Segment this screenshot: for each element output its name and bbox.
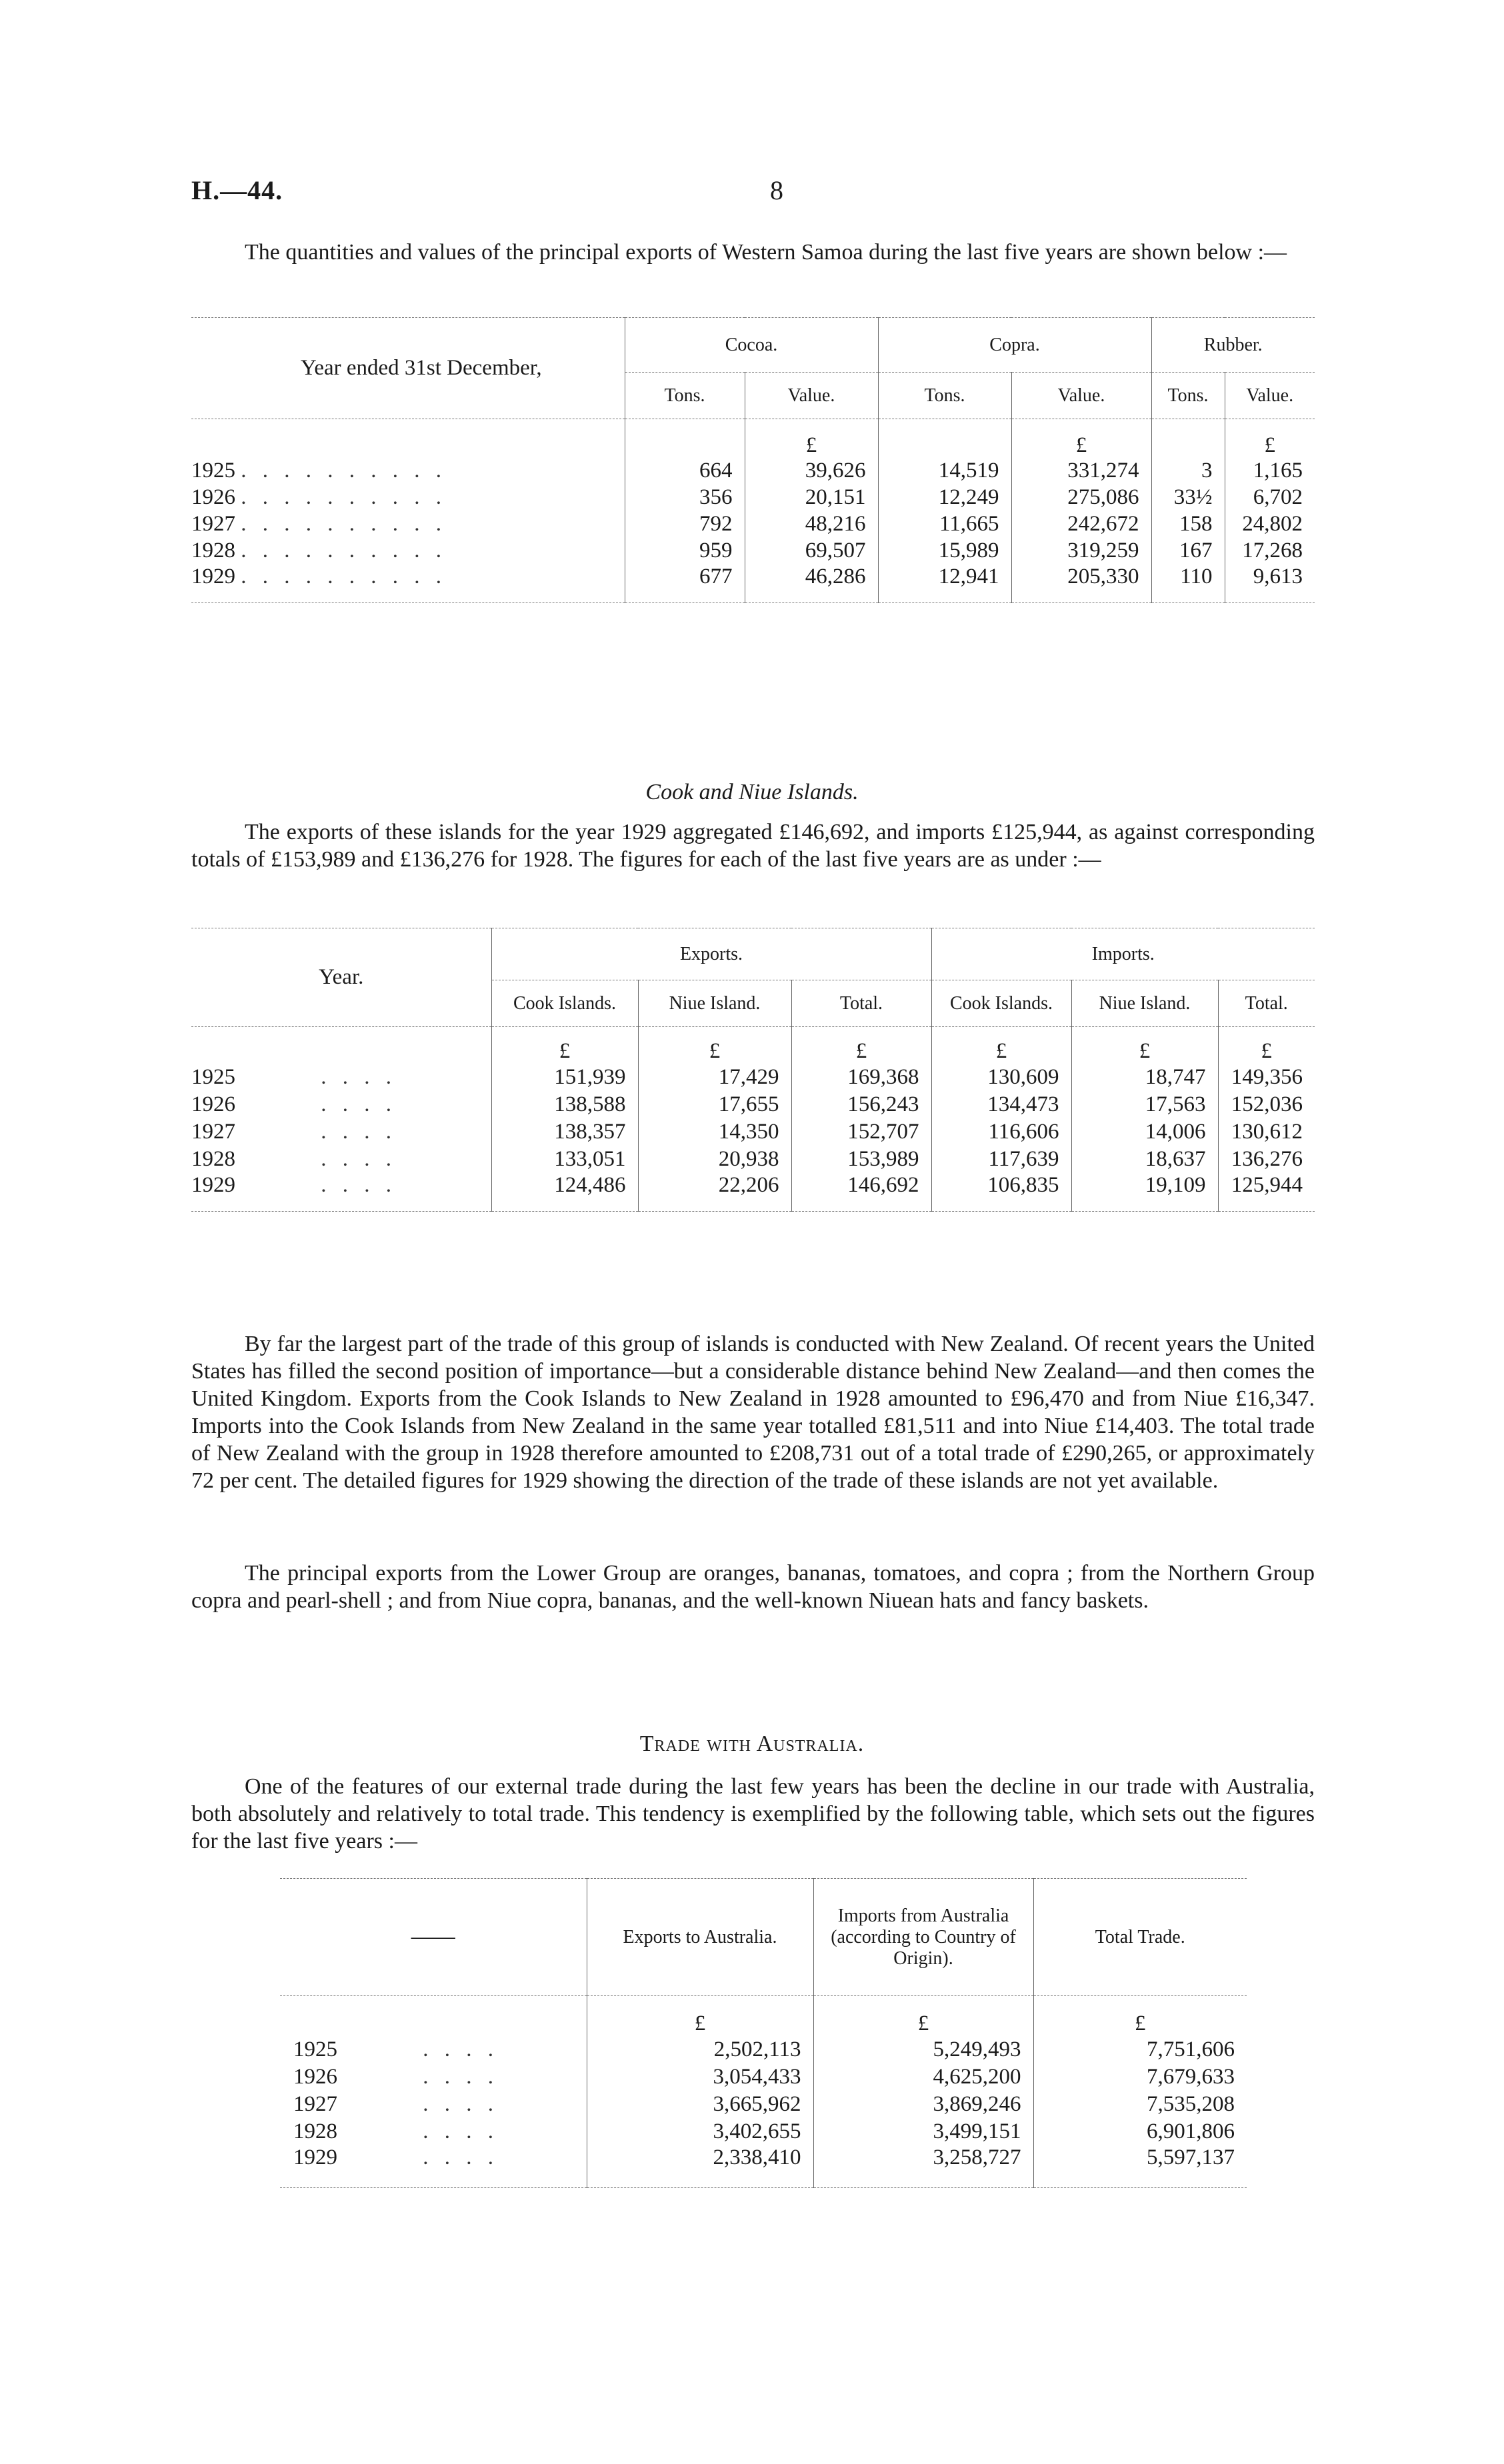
imp-niue-cell: 18,637 [1071,1146,1218,1173]
samoa-group-rubber: Rubber. [1151,318,1315,373]
cook-heading: Cook and Niue Islands. [645,780,859,804]
year-cell: 1926 [293,2064,337,2089]
imp-niue-cell: 17,563 [1071,1091,1218,1118]
imp-cook-cell: 117,639 [931,1146,1071,1173]
rubber-tons-cell: 33½ [1151,485,1225,511]
imp-total-cell: 130,612 [1218,1118,1315,1146]
exp-total-cell: 169,368 [791,1064,931,1091]
rubber-tons-cell: 110 [1151,565,1225,603]
cook-intro: The exports of these islands for the year 1929 aggregated £146,692, and imports £125,944, as against corresponding totals of £153,989 and £136,276 for 1928. The figures for each of the last five years are as under :— [191,820,1315,872]
samoa-currency-copra: £ [1011,419,1151,458]
table-row [191,1173,1315,1212]
cook-currency: £ [791,1027,931,1064]
exports-cell: 3,054,433 [587,2063,813,2091]
rubber-value-cell: 6,702 [1225,485,1315,511]
imp-total-cell: 152,036 [1218,1091,1315,1118]
report-code: H.—44. [191,175,283,205]
exp-cook-cell: 151,939 [491,1064,638,1091]
exp-total-cell: 153,989 [791,1146,931,1173]
year-cell: 1929 [191,1172,235,1197]
copra-tons-cell: 14,519 [878,458,1011,485]
table-row [191,1146,1315,1173]
table-row [191,458,1315,485]
cook-group-exports: Exports. [491,928,931,980]
imports-cell: 4,625,200 [813,2063,1033,2091]
cook-trade-table [191,928,1315,1212]
copra-value-cell: 275,086 [1011,485,1151,511]
cook-currency: £ [1071,1027,1218,1064]
year-cell: 1926 [191,485,235,509]
exp-niue-cell: 17,429 [638,1064,791,1091]
rubber-value-cell: 17,268 [1225,538,1315,565]
leader-dots: . . . . [423,2091,499,2116]
australia-col-imports: Imports from Australia (according to Country of Origin). [813,1879,1033,1996]
exports-cell: 3,402,655 [587,2118,813,2145]
table-row [280,2063,1247,2091]
table-row [191,1064,1315,1091]
table-row [191,538,1315,565]
year-cell: 1925 [191,1064,235,1089]
exp-niue-cell: 14,350 [638,1118,791,1146]
cocoa-value-cell: 69,507 [745,538,878,565]
australia-heading: Trade with Australia. [639,1732,865,1756]
year-cell: 1927 [191,512,235,536]
copra-tons-cell: 12,941 [878,565,1011,603]
cook-sub-imp-cook: Cook Islands. [931,980,1071,1027]
cocoa-value-cell: 39,626 [745,458,878,485]
copra-value-cell: 331,274 [1011,458,1151,485]
exports-cell: 2,502,113 [587,2036,813,2063]
samoa-intro: The quantities and values of the principal exports of Western Samoa during the last five years are shown below :— [245,240,1287,265]
cocoa-tons-cell: 664 [625,458,745,485]
rubber-tons-cell: 158 [1151,511,1225,538]
exp-niue-cell: 20,938 [638,1146,791,1173]
year-cell: 1928 [293,2119,337,2143]
exports-cell: 3,665,962 [587,2091,813,2118]
table-row [191,1118,1315,1146]
australia-col-total: Total Trade. [1033,1879,1247,1996]
leader-dots: . . . . . . . . . . [241,564,447,589]
year-cell: 1928 [191,1146,235,1171]
cook-year-header: Year. [319,965,364,989]
table-row [280,2145,1247,2188]
cook-group-imports: Imports. [931,928,1315,980]
page-number: 8 [770,175,783,205]
imp-cook-cell: 134,473 [931,1091,1071,1118]
imp-cook-cell: 130,609 [931,1064,1071,1091]
leader-dots: . . . . [321,1064,397,1089]
copra-value-cell: 319,259 [1011,538,1151,565]
australia-col-exports: Exports to Australia. [587,1879,813,1996]
rubber-tons-cell: 3 [1151,458,1225,485]
leader-dots: . . . . . . . . . . [241,485,447,509]
cocoa-tons-cell: 959 [625,538,745,565]
leader-dots: . . . . . . . . . . [241,459,447,483]
imp-niue-cell: 14,006 [1071,1118,1218,1146]
year-cell: 1929 [191,564,235,589]
samoa-exports-table [191,317,1315,603]
copra-value-cell: 242,672 [1011,511,1151,538]
leader-dots: . . . . [321,1172,397,1197]
imports-cell: 3,499,151 [813,2118,1033,2145]
table-row [191,565,1315,603]
cocoa-value-cell: 48,216 [745,511,878,538]
australia-currency: £ [587,1996,813,2036]
imp-total-cell: 125,944 [1218,1173,1315,1212]
imports-cell: 5,249,493 [813,2036,1033,2063]
samoa-sub-rubber-value: Value. [1225,373,1315,419]
total-cell: 5,597,137 [1033,2145,1247,2188]
year-cell: 1927 [293,2091,337,2116]
australia-currency: £ [1033,1996,1247,2036]
copra-value-cell: 205,330 [1011,565,1151,603]
leader-dots: . . . . [423,2119,499,2143]
samoa-sub-rubber-tons: Tons. [1151,373,1225,419]
total-cell: 7,535,208 [1033,2091,1247,2118]
leader-dots: . . . . [321,1146,397,1171]
exp-cook-cell: 124,486 [491,1173,638,1212]
imp-niue-cell: 18,747 [1071,1064,1218,1091]
cook-paragraph-trade: By far the largest part of the trade of this group of islands is conducted with New Zealand. Of recent years the United States has filled the second position of importance—but a considerable distance behind New Zealand—and then comes the United Kingdom. Exports from the Cook Islands to New Zealand in 1928 amounted to £96,470 and from Niue £16,347. Imports into the Cook Islands from New Zealand in the same year totalled £81,511 and into Niue £14,403. The total trade of New Zealand with the group in 1928 therefore amounted to £208,731 out of a total trade of £290,265, or approximately 72 per cent. The detailed figures for 1929 showing the direction of the trade of these islands are not yet available. [191,1332,1315,1493]
table-row [280,2091,1247,2118]
year-cell: 1925 [191,459,235,483]
total-cell: 6,901,806 [1033,2118,1247,2145]
samoa-group-cocoa: Cocoa. [625,318,878,373]
imports-cell: 3,258,727 [813,2145,1033,2188]
exports-cell: 2,338,410 [587,2145,813,2188]
cook-currency: £ [931,1027,1071,1064]
leader-dots: . . . . [423,2064,499,2089]
copra-tons-cell: 12,249 [878,485,1011,511]
year-cell: 1926 [191,1092,235,1116]
year-cell: 1925 [293,2037,337,2061]
leader-dots: . . . . [423,2037,499,2061]
australia-blank-header: —— [411,1925,455,1949]
cook-sub-exp-niue: Niue Island. [638,980,791,1027]
samoa-sub-cocoa-value: Value. [745,373,878,419]
exp-total-cell: 156,243 [791,1091,931,1118]
imp-cook-cell: 106,835 [931,1173,1071,1212]
imp-cook-cell: 116,606 [931,1118,1071,1146]
leader-dots: . . . . . . . . . . [241,539,447,563]
table-row [280,2036,1247,2063]
cook-currency: £ [491,1027,638,1064]
australia-currency: £ [813,1996,1033,2036]
leader-dots: . . . . . . . . . . [241,512,447,536]
cook-currency: £ [638,1027,791,1064]
samoa-sub-copra-tons: Tons. [878,373,1011,419]
leader-dots: . . . . [321,1092,397,1116]
rubber-value-cell: 24,802 [1225,511,1315,538]
leader-dots: . . . . [321,1119,397,1144]
copra-tons-cell: 11,665 [878,511,1011,538]
cocoa-value-cell: 46,286 [745,565,878,603]
exp-total-cell: 146,692 [791,1173,931,1212]
table-row [191,1091,1315,1118]
samoa-year-header: Year ended 31st December, [300,356,542,380]
table-row [191,485,1315,511]
samoa-currency-cocoa: £ [745,419,878,458]
australia-intro: One of the features of our external trade during the last few years has been the decline in our trade with Australia, both absolutely and relatively to total trade. This tendency is exemplified by the following table, which sets out the figures for the last five years :— [191,1774,1315,1853]
table-row [280,2118,1247,2145]
samoa-group-copra: Copra. [878,318,1151,373]
cocoa-tons-cell: 792 [625,511,745,538]
imports-cell: 3,869,246 [813,2091,1033,2118]
samoa-currency-rubber: £ [1225,419,1315,458]
year-cell: 1927 [191,1119,235,1144]
rubber-tons-cell: 167 [1151,538,1225,565]
cook-paragraph-exports: The principal exports from the Lower Group are oranges, bananas, tomatoes, and copra ; from the Northern Group copra and pearl-shell ; and from Niue copra, bananas, and the well-known Niuean hats and fancy baskets. [191,1561,1315,1613]
imp-total-cell: 136,276 [1218,1146,1315,1173]
exp-niue-cell: 22,206 [638,1173,791,1212]
exp-niue-cell: 17,655 [638,1091,791,1118]
samoa-sub-copra-value: Value. [1011,373,1151,419]
cook-sub-exp-total: Total. [791,980,931,1027]
exp-total-cell: 152,707 [791,1118,931,1146]
exp-cook-cell: 138,357 [491,1118,638,1146]
exp-cook-cell: 138,588 [491,1091,638,1118]
table-row [191,511,1315,538]
total-cell: 7,679,633 [1033,2063,1247,2091]
total-cell: 7,751,606 [1033,2036,1247,2063]
year-cell: 1929 [293,2145,337,2169]
rubber-value-cell: 9,613 [1225,565,1315,603]
cook-currency: £ [1218,1027,1315,1064]
rubber-value-cell: 1,165 [1225,458,1315,485]
leader-dots: . . . . [423,2145,499,2169]
australia-trade-table [280,1878,1247,2188]
imp-niue-cell: 19,109 [1071,1173,1218,1212]
samoa-sub-cocoa-tons: Tons. [625,373,745,419]
cocoa-tons-cell: 677 [625,565,745,603]
cook-sub-imp-niue: Niue Island. [1071,980,1218,1027]
imp-total-cell: 149,356 [1218,1064,1315,1091]
cocoa-value-cell: 20,151 [745,485,878,511]
exp-cook-cell: 133,051 [491,1146,638,1173]
cook-sub-exp-cook: Cook Islands. [491,980,638,1027]
year-cell: 1928 [191,539,235,563]
cook-sub-imp-total: Total. [1218,980,1315,1027]
copra-tons-cell: 15,989 [878,538,1011,565]
cocoa-tons-cell: 356 [625,485,745,511]
